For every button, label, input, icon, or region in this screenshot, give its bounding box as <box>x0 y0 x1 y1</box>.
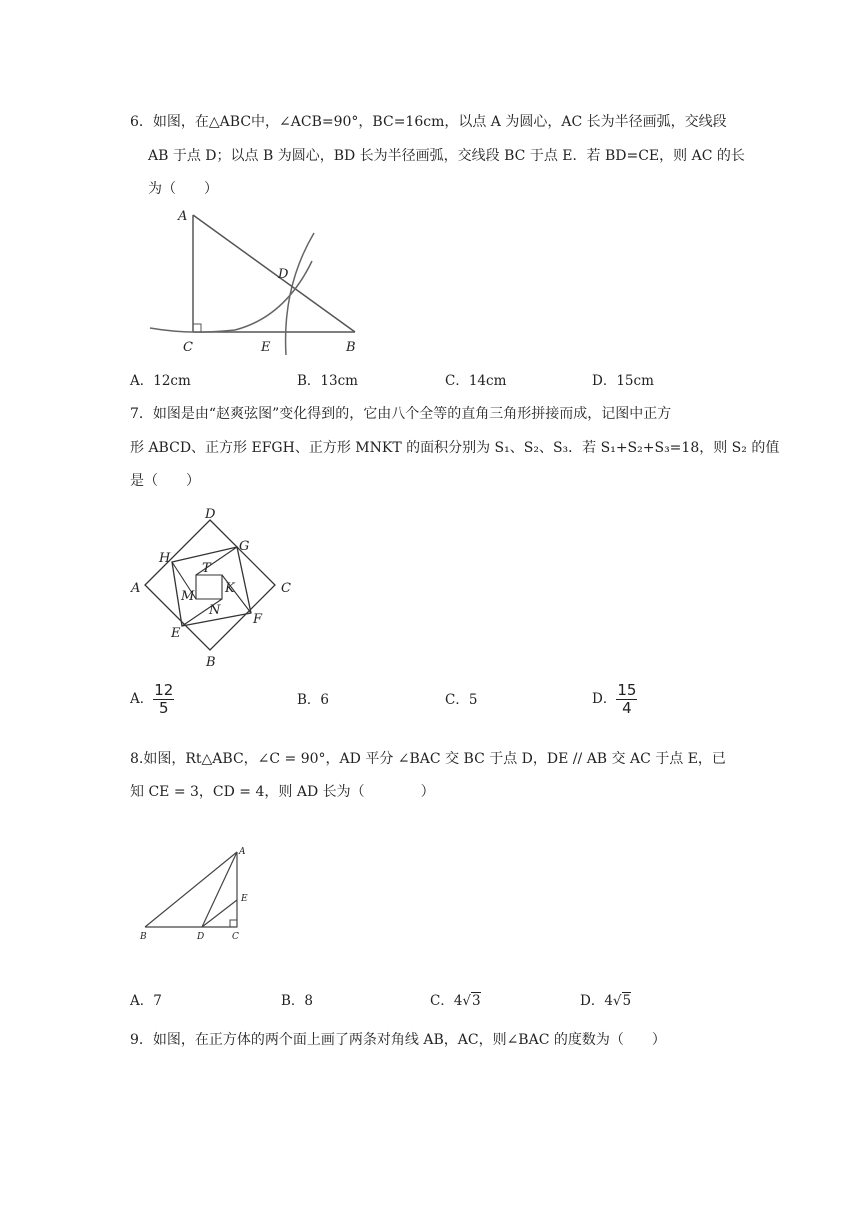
q7-option-d-numerator: 15 <box>617 681 637 699</box>
q8-label-d: D <box>197 932 205 942</box>
q7-option-c: C．5 <box>445 692 478 708</box>
q7-label-g: G <box>239 539 250 554</box>
q8-stem-line2: 知 CE = 3，CD = 4，则 AD 长为（ ） <box>130 784 435 800</box>
q7-square-abcd <box>145 520 275 650</box>
q6-option-d: D．15cm <box>592 373 654 389</box>
q8-segment-ad <box>202 852 237 927</box>
q6-label-b: B <box>346 340 356 355</box>
q6-right-angle-mark <box>193 324 201 332</box>
q7-label-a: A <box>131 581 141 596</box>
q7-label-c: C <box>281 581 291 596</box>
q8-option-d-sqrt <box>613 991 631 1011</box>
q7-square-mnkt <box>196 575 222 599</box>
q9-stem-line1: 9．如图，在正方体的两个面上画了两条对角线 AB，AC，则∠BAC 的度数为（ ） <box>130 1032 666 1048</box>
q8-label-c: C <box>232 932 239 942</box>
q7-stem-line2: 形 ABCD、正方形 EFGH、正方形 MNKT 的面积分别为 S₁、S₂、S₃．若 S₁+S₂+S₃=18，则 S₂ 的值 <box>130 440 780 456</box>
q7-option-a-denominator: 5 <box>159 699 169 717</box>
q6-figure <box>140 205 380 365</box>
q8-label-e: E <box>241 894 248 904</box>
q6-label-e: E <box>261 340 271 355</box>
q6-label-a: A <box>178 209 188 224</box>
q7-option-a-prefix: A． <box>130 691 154 707</box>
q7-label-f: F <box>253 612 263 627</box>
q8-option-c-radicand: 3 <box>472 993 481 1009</box>
q6-stem-line1: 6．如图，在△ABC中，∠ACB=90°，BC=16cm，以点 A 为圆心，AC 长为半径画弧，交线段 <box>130 114 727 130</box>
q8-option-b: B．8 <box>281 993 314 1009</box>
q8-right-angle-mark <box>230 920 237 927</box>
q7-label-b: B <box>206 655 216 670</box>
q6-label-c: C <box>183 340 193 355</box>
q8-option-d-radicand: 5 <box>622 993 632 1009</box>
q7-label-n: N <box>209 603 221 618</box>
q7-option-d-prefix: D． <box>592 691 617 707</box>
q7-option-d-fraction <box>616 682 637 717</box>
q7-label-e: E <box>171 626 181 641</box>
q8-option-a: A．7 <box>130 993 162 1009</box>
q6-stem-line3: 为（ ） <box>148 181 218 197</box>
q8-segment-ba <box>145 852 237 927</box>
q6-segment-ab <box>193 215 355 332</box>
q7-option-a-fraction <box>153 682 174 717</box>
q8-figure <box>130 840 260 945</box>
q7-label-h: H <box>159 551 171 566</box>
q8-label-a: A <box>239 847 246 857</box>
q7-stem-line3: 是（ ） <box>130 473 200 489</box>
q7-figure <box>125 500 305 675</box>
q8-option-c-prefix: C．4 <box>430 993 463 1009</box>
q6-stem-line2: AB 于点 D；以点 B 为圆心，BD 长为半径画弧，交线段 BC 于点 E．若 BD=CE，则 AC 的长 <box>148 148 745 164</box>
q6-option-b: B．13cm <box>297 373 358 389</box>
q8-option-d <box>580 991 631 1011</box>
q7-label-m: M <box>181 589 195 604</box>
q6-arc-from-b <box>286 233 314 355</box>
q8-option-c-sqrt <box>462 991 480 1011</box>
q8-stem-line1: 8.如图，Rt△ABC，∠C = 90°，AD 平分 ∠BAC 交 BC 于点 D，DE // AB 交 AC 于点 E，已 <box>130 751 726 767</box>
q7-option-b: B．6 <box>297 692 330 708</box>
q6-option-c: C．14cm <box>445 373 507 389</box>
q8-label-b: B <box>140 932 147 942</box>
q8-option-c-radical-sign: √ <box>462 993 472 1009</box>
q7-label-t: T <box>202 561 211 576</box>
q7-stem-line1: 7．如图是由“赵爽弦图”变化得到的，它由八个全等的直角三角形拼接而成，记图中正方 <box>130 406 672 422</box>
q8-option-c <box>430 991 481 1011</box>
q7-label-k: K <box>225 581 235 596</box>
q8-segment-de <box>202 900 237 927</box>
q7-option-d <box>592 682 637 717</box>
q7-option-a-numerator: 12 <box>154 681 174 699</box>
q7-option-d-denominator: 4 <box>622 699 632 717</box>
q6-option-a: A．12cm <box>130 373 191 389</box>
q7-option-a <box>130 682 174 717</box>
q6-label-d: D <box>278 267 289 282</box>
q8-option-d-radical-sign: √ <box>612 993 622 1009</box>
q7-label-d: D <box>205 507 216 522</box>
q8-option-d-prefix: D．4 <box>580 993 613 1009</box>
